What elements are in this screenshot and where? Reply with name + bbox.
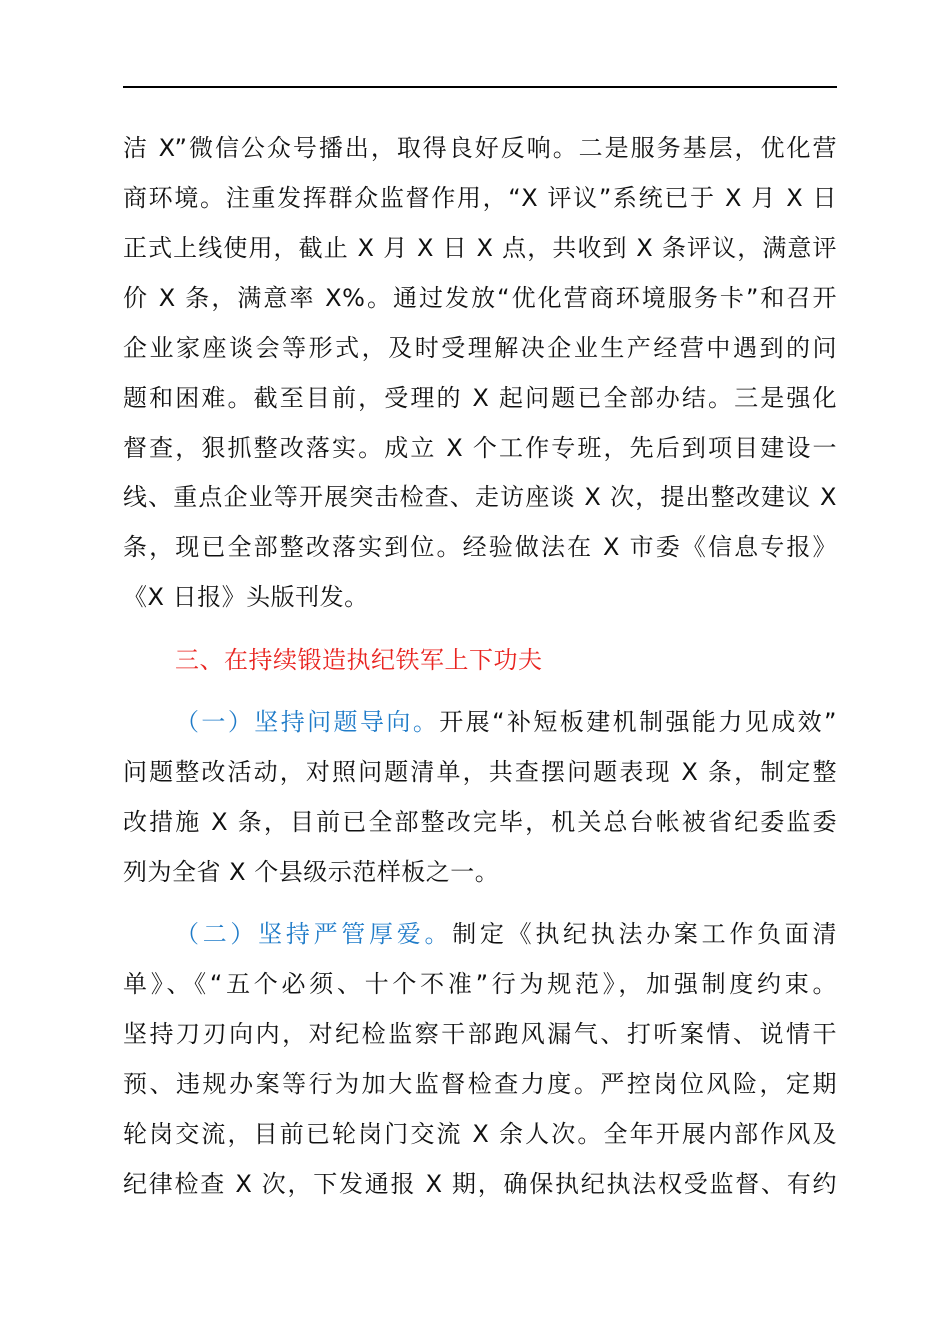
text-line [175,918,837,950]
text-line: 轮岗交流，目前已轮岗门交流 X 余人次。全年开展内部作风及 [123,1120,837,1148]
text-line: 线、重点企业等开展突击检查、走访座谈 X 次，提出整改建议 X [123,483,837,511]
text-line: 改措施 X 条，目前已全部整改完毕，机关总台帐被省纪委监委 [123,808,837,836]
text-line: 督查，狠抓整改落实。成立 X 个工作专班，先后到项目建设一 [123,434,837,462]
text-line: 商环境。注重发挥群众监督作用，“X 评议”系统已于 X 月 X 日 [123,184,837,212]
text-segment: 开展“补短板建机制强能力见成效” [439,708,837,736]
subsection-title: （二）坚持严管厚爱。 [175,920,453,948]
text-line: 坚持刀刃向内，对纪检监察干部跑风漏气、打听案情、说情干 [123,1020,837,1048]
text-line: 《X 日报》头版刊发。 [123,583,369,611]
text-line: 列为全省 X 个县级示范样板之一。 [123,858,500,886]
text-line: 条，现已全部整改落实到位。经验做法在 X 市委《信息专报》 [123,533,837,561]
text-line: 企业家座谈会等形式，及时受理解决企业生产经营中遇到的问 [123,334,837,362]
text-line: 正式上线使用，截止 X 月 X 日 X 点，共收到 X 条评议，满意评 [123,234,837,262]
text-line: 预、违规办案等行为加大监督检查力度。严控岗位风险，定期 [123,1070,837,1098]
text-line: 洁 X”微信公众号播出，取得良好反响。二是服务基层，优化营 [123,134,837,162]
text-line: 问题整改活动，对照问题清单，共查摆问题表现 X 条，制定整 [123,758,837,786]
text-line: 单》、《“五个必须、十个不准”行为规范》，加强制度约束。 [123,970,837,998]
text-segment: 制定《执纪执法办案工作负面清 [452,920,838,948]
text-line: 题和困难。截至目前，受理的 X 起问题已全部办结。三是强化 [123,384,837,412]
text-line [175,706,837,738]
subsection-title: （一）坚持问题导向。 [175,708,440,736]
header-rule [123,86,837,88]
text-line: 价 X 条，满意率 X%。通过发放“优化营商环境服务卡”和召开 [123,284,837,312]
section-heading: 三、在持续锻造执纪铁军上下功夫 [175,646,543,674]
text-line: 纪律检查 X 次，下发通报 X 期，确保执纪执法权受监督、有约 [123,1170,837,1198]
